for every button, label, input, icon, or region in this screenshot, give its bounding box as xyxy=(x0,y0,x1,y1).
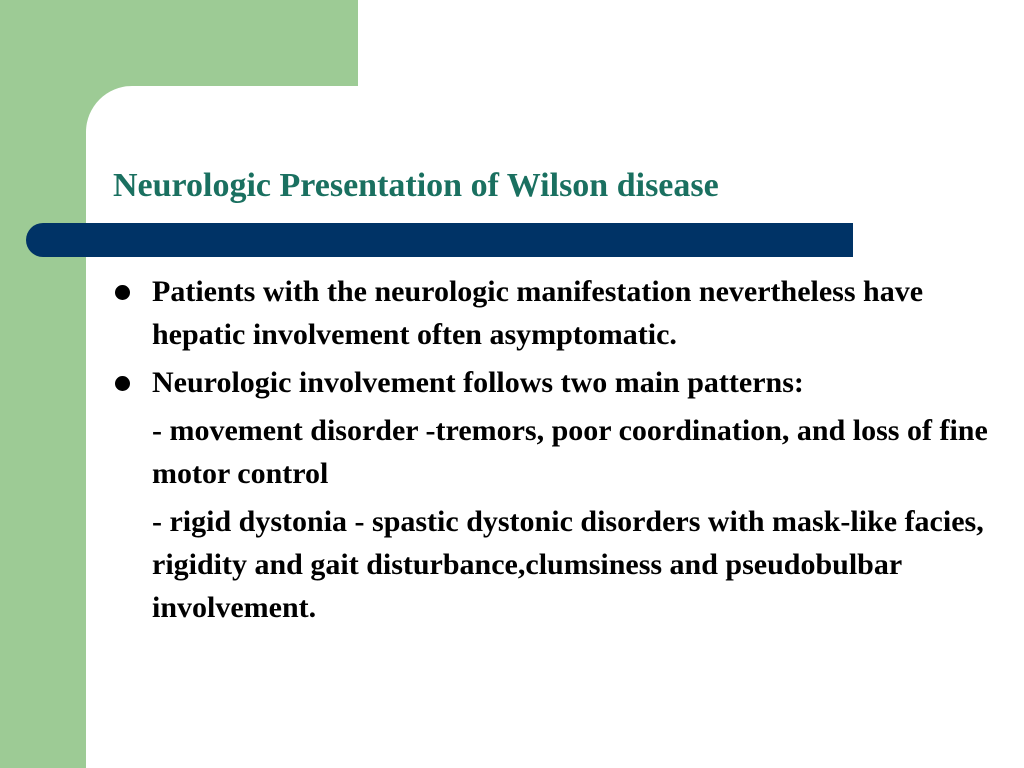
bullet-text: Patients with the neurologic manifestation nevertheless have hepatic involvement often asymptomatic. xyxy=(152,275,924,351)
sub-point-text: - rigid dystonia - spastic dystonic disorders with mask-like facies, rigidity and gait disturbance,clumsiness and pseudobulbar involvement. xyxy=(152,505,984,624)
bullet-dot-icon xyxy=(115,376,130,391)
sub-point xyxy=(112,500,992,629)
bullet-dot-icon xyxy=(115,285,130,300)
bullet-text: Neurologic involvement follows two main patterns: xyxy=(152,366,804,399)
bullet-item xyxy=(112,361,992,404)
slide-title: Neurologic Presentation of Wilson disease xyxy=(113,167,719,204)
sub-point xyxy=(112,409,992,495)
title-underline-bar xyxy=(26,223,853,257)
slide-body xyxy=(112,270,992,634)
sub-point-text: - movement disorder -tremors, poor coordination, and loss of fine motor control xyxy=(152,414,988,490)
bullet-item xyxy=(112,270,992,356)
